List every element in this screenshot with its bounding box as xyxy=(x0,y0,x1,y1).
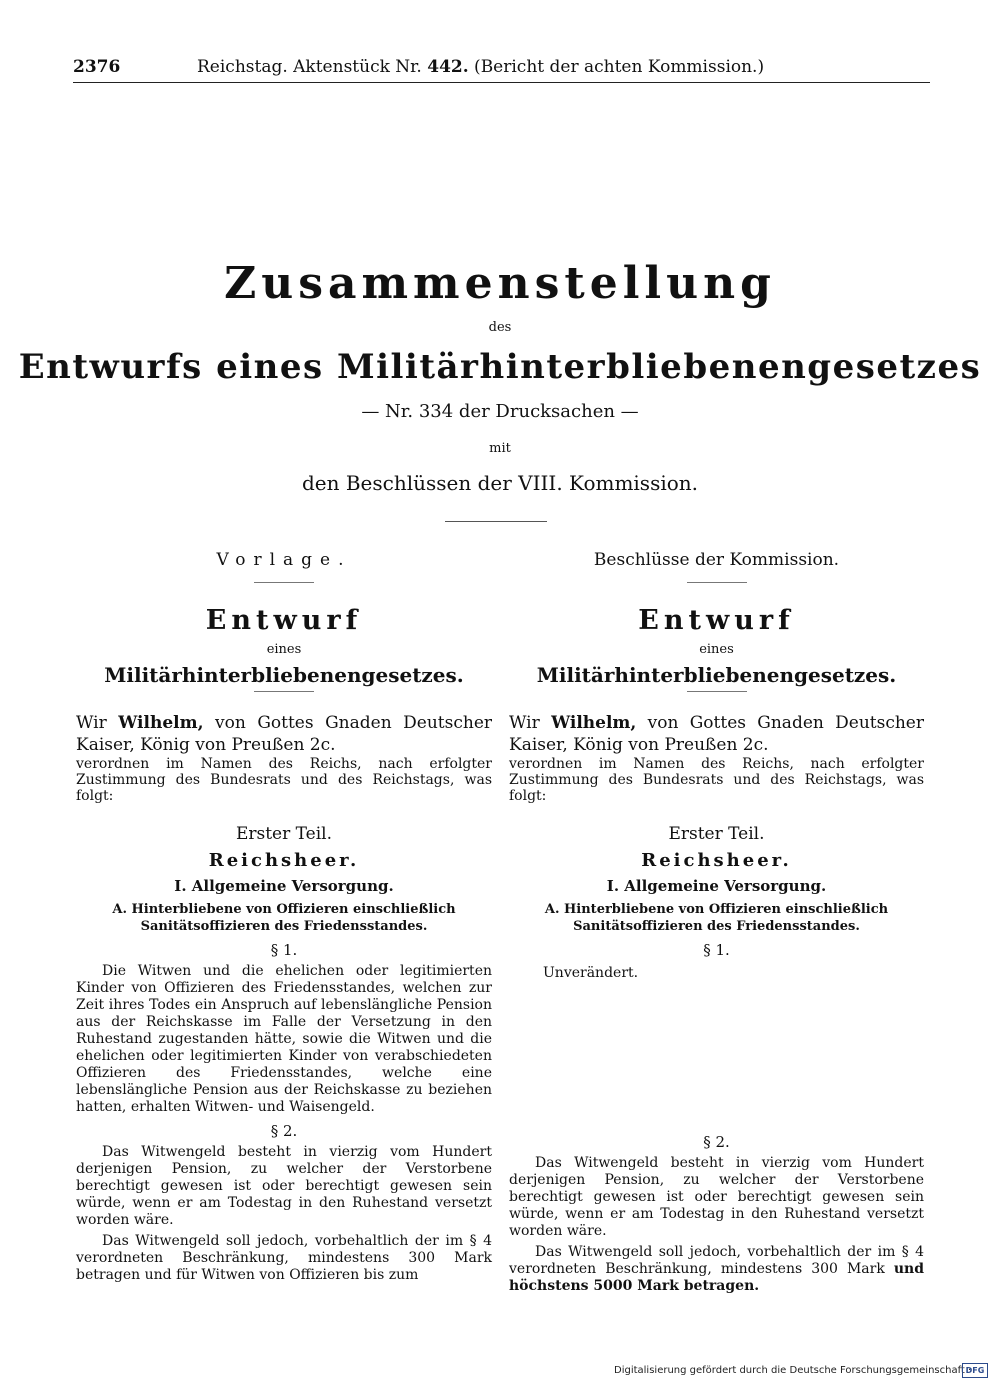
paragraph-2-text-2-amendment: und höchstens 5000 Mark betragen. xyxy=(509,1261,924,1294)
column-vorlage xyxy=(76,550,492,1284)
title-beschluesse: den Beschlüssen der VIII. Kommission. xyxy=(301,471,699,495)
heading-entwurf: Entwurf xyxy=(205,605,363,636)
paragraph-1-sign: § 1. xyxy=(703,941,730,959)
column-gap xyxy=(509,981,924,1127)
preamble-wir: Wir xyxy=(76,713,107,733)
running-title-part-b: (Bericht der achten Kommission.) xyxy=(468,57,765,77)
paragraph-1-sign: § 1. xyxy=(270,941,298,959)
section-a-heading: A. Hinterbliebene von Offizieren einschließlich Sanitätsoffizieren des Friedensstandes. xyxy=(112,902,456,934)
preamble-sovereign xyxy=(509,712,924,756)
heading-eines: eines xyxy=(266,642,302,657)
paragraph-2-sign: § 2. xyxy=(703,1133,730,1151)
title-des: des xyxy=(488,320,512,335)
paragraph-2-text-1: Das Witwengeld besteht in vierzig vom Hundert derjenigen Pension, zu welcher der Verstorbene berechtigt gewesen ist oder berechtigt gewesen sein würde, wenn er am Todestag in den Ruhestand versetzt worden wäre. xyxy=(509,1155,924,1239)
page-number: 2376 xyxy=(73,57,121,77)
divider xyxy=(254,582,314,583)
preamble-name: Wilhelm, xyxy=(551,713,637,733)
preamble-rest: von Gottes Gnaden Deutscher Kaiser, König von Preußen 2c. xyxy=(509,713,924,755)
running-title-number: 442. xyxy=(427,57,469,77)
part-heading: Erster Teil. xyxy=(235,824,333,844)
part-title: Reichsheer. xyxy=(641,850,792,871)
preamble-sovereign xyxy=(76,712,492,756)
preamble-wir: Wir xyxy=(509,713,540,733)
header-rule xyxy=(73,82,930,83)
title-rule xyxy=(445,521,547,522)
paragraph-2-text-2 xyxy=(509,1244,924,1295)
preamble-verordnen: verordnen im Namen des Reichs, nach erfolgter Zustimmung des Bundesrats und des Reichstags, was folgt: xyxy=(509,756,924,804)
title-mit: mit xyxy=(489,441,511,456)
heading-eines: eines xyxy=(699,642,734,657)
column-heading-beschluesse: Beschlüsse der Kommission. xyxy=(593,550,840,570)
chapter-heading: I. Allgemeine Versorgung. xyxy=(174,877,394,895)
part-heading: Erster Teil. xyxy=(668,824,765,844)
title-entwurf: Entwurfs eines Militärhinterbliebenengesetzes xyxy=(18,347,982,387)
paragraph-2-text-1: Das Witwengeld besteht in vierzig vom Hundert derjenigen Pension, zu welcher der Verstorbene berechtigt gewesen ist oder berechtigt gewesen sein würde, wenn er am Todestag in den Ruhestand versetzt worden wäre. xyxy=(76,1144,492,1228)
preamble-verordnen: verordnen im Namen des Reichs, nach erfolgter Zustimmung des Bundesrats und des Reichstags, was folgt: xyxy=(76,756,492,804)
heading-gesetz: Militärhinterbliebenengesetzes. xyxy=(536,663,897,687)
column-heading-vorlage: Vorlage. xyxy=(216,550,352,570)
divider xyxy=(687,691,747,692)
paragraph-2-text-2: Das Witwengeld soll jedoch, vorbehaltlich der im § 4 verordneten Beschränkung, mindestens 300 Mark betragen und für Witwen von Offizieren bis zum xyxy=(76,1233,492,1283)
running-title xyxy=(197,57,764,77)
title-drucksache-number: — Nr. 334 der Drucksachen — xyxy=(361,401,639,422)
divider xyxy=(254,691,314,692)
divider xyxy=(687,582,747,583)
paragraph-1-text: Die Witwen und die ehelichen oder legitimierten Kinder von Offizieren des Friedensstandes, welchen zur Zeit ihres Todes ein Anspruch auf lebenslängliche Pension aus der Reichskasse im Falle der Versetzung in den Ruhestand zugestanden hätte, sowie die Witwen und die ehelichen oder legitimierten Kinder von verabschiedeten Offizieren des Friedensstandes, welche eine lebenslängliche Pension aus der Reichskasse zu beziehen hatten, erhalten Witwen- und Waisengeld. xyxy=(76,963,492,1115)
heading-entwurf: Entwurf xyxy=(638,605,795,636)
part-title: Reichsheer. xyxy=(208,850,360,871)
paragraph-2-text-2-plain: Das Witwengeld soll jedoch, vorbehaltlich der im § 4 verordneten Beschränkung, mindestens 300 Mark xyxy=(509,1244,924,1277)
paragraph-2-sign: § 2. xyxy=(270,1122,298,1140)
column-beschluesse xyxy=(509,550,924,1295)
chapter-heading: I. Allgemeine Versorgung. xyxy=(606,877,827,895)
main-title: Zusammenstellung xyxy=(224,258,776,309)
preamble-rest: von Gottes Gnaden Deutscher Kaiser, König von Preußen 2c. xyxy=(76,713,493,755)
paragraph-1-unchanged: Unverändert. xyxy=(543,965,639,981)
running-title-part-a: Reichstag. Aktenstück Nr. xyxy=(197,57,428,77)
dfg-logo-icon: DFG xyxy=(962,1363,988,1378)
preamble-name: Wilhelm, xyxy=(118,713,204,733)
running-header xyxy=(73,57,930,81)
digitization-credit: Digitalisierung gefördert durch die Deutsche Forschungsgemeinschaft · xyxy=(614,1365,972,1376)
section-a-heading: A. Hinterbliebene von Offizieren einschließlich Sanitätsoffizieren des Friedensstandes. xyxy=(544,902,889,934)
heading-gesetz: Militärhinterbliebenengesetzes. xyxy=(104,663,464,687)
